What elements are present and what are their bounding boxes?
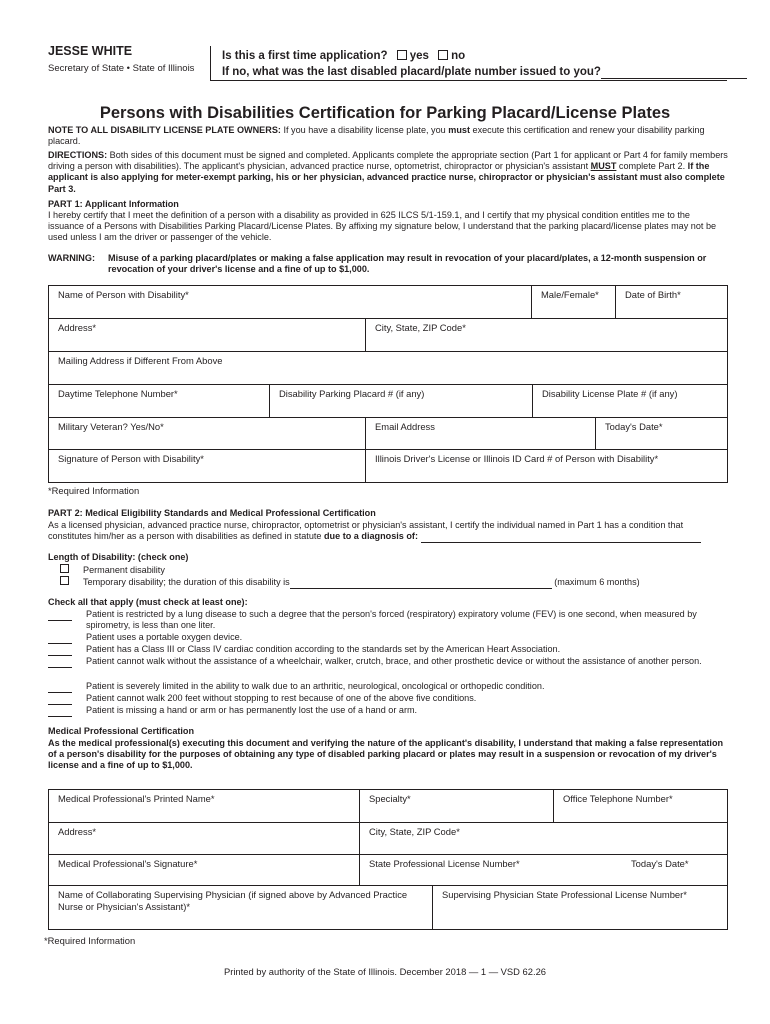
part1-heading: PART 1: Applicant Information — [48, 199, 179, 209]
diagnosis-label: due to a diagnosis of: — [324, 531, 418, 542]
footer: Printed by authority of the State of Illinois. December 2018 — 1 — VSD 62.26 — [223, 966, 547, 977]
address-field[interactable]: Address* — [49, 319, 366, 352]
city-state-zip-field[interactable]: City, State, ZIP Code* — [366, 319, 727, 352]
warning-text: Misuse of a parking placard/plates or making a false application may result in revocation of your placard/plates, a 12-month suspension or revocation of your driver's license and a fine of up to $1,000. — [108, 253, 707, 275]
condition-text: Patient is missing a hand or arm or has permanently lost the use of a hand or arm. — [86, 705, 418, 715]
mpc-text: As the medical professional(s) executing this document and verifying the nature of the applicant's disability, I understand that making a false representation of a person's disability for the purposes of obtaining any type of disabled parking placard or plates may result in a suspension or revocation of my driver's license and a fine of up to $1,000. — [48, 738, 724, 771]
name-field[interactable]: Name of Person with Disability* — [49, 286, 532, 319]
note-text: If you have a disability license plate, you — [280, 125, 449, 135]
condition-text: Patient is restricted by a lung disease to such a degree that the person's forced (respiratory) expiratory volume (FEV) is one second, when measured by spirometry, is less than one liter. — [86, 609, 697, 631]
first-time-question — [222, 50, 465, 62]
part2-certify-text: As a licensed physician, advanced practice nurse, chiropractor, optometrist or physician's assistant, I certify the individual named in Part 1 has a condition that constitutes him/her as a person with disabilities as defined in statute — [48, 520, 684, 542]
issuer-subtitle: Secretary of State • State of Illinois — [48, 63, 195, 74]
last-placard-question — [222, 66, 747, 79]
part2-text — [48, 520, 728, 543]
no-label: no — [451, 50, 466, 62]
condition-text: Patient is severely limited in the ability to walk due to an arthritic, neurological, oncological or orthopedic condition. — [86, 681, 545, 691]
permanent-label: Permanent disability — [83, 565, 165, 575]
placard-number-field[interactable]: Disability Parking Placard # (if any) — [270, 385, 533, 418]
directions-must: MUST — [590, 161, 617, 172]
supervising-license-field[interactable]: Supervising Physician State Professional License Number* — [442, 889, 687, 900]
directions-text: Both sides of this document must be signed and completed. Applicants complete the appropriate section (Part 1 for applicant or Part 4 for family members driving a person with disabilities). The applicant's physician, advanced practice nurse, optometrist, chiropractor or physician's assistant — [48, 150, 728, 172]
sex-field[interactable]: Male/Female* — [532, 286, 616, 319]
warning-label: WARNING: — [48, 253, 95, 263]
last-placard-field[interactable] — [601, 66, 747, 79]
condition-text: Patient cannot walk without the assistance of a wheelchair, walker, crutch, brace, and other prosthetic device or without the assistance of another person. — [86, 656, 702, 666]
permanent-checkbox[interactable] — [60, 564, 69, 573]
part2-required-note: *Required Information — [44, 935, 136, 946]
veteran-field[interactable]: Military Veteran? Yes/No* — [49, 418, 366, 450]
condition-blank[interactable] — [48, 609, 72, 621]
office-phone-field[interactable]: Office Telephone Number* — [554, 790, 727, 823]
check-all-heading: Check all that apply (must check at least one): — [48, 597, 248, 607]
state-license-field[interactable] — [360, 855, 727, 886]
state-license-label: State Professional License Number* — [369, 858, 520, 869]
mpc-heading: Medical Professional Certification — [48, 726, 195, 736]
issuer-name: JESSE WHITE — [48, 44, 133, 58]
directions-paragraph — [48, 150, 728, 195]
condition-blank[interactable] — [48, 632, 72, 644]
directions-bold: If the applicant is also applying for meter-exempt parking, his or her physician, advanced practice nurse, chiropractor or physician's assistant must also complete Part 3. — [48, 161, 725, 194]
condition-blank[interactable] — [48, 644, 72, 656]
mp-address-field[interactable]: Address* — [49, 823, 360, 855]
yes-checkbox[interactable] — [397, 50, 407, 60]
no-checkbox[interactable] — [438, 50, 448, 60]
mp-city-state-zip-field[interactable]: City, State, ZIP Code* — [360, 823, 727, 855]
printed-name-field[interactable]: Medical Professional's Printed Name* — [49, 790, 360, 823]
part1-text: I hereby certify that I meet the definition of a person with a disability as provided in 625 ILCS 5/1-159.1, and I certify that my physical condition entitles me to the issuance of a Persons with Disabilities Parking Placard/License Plates. By affixing my signature below, I understand that the parking placard/license plates may not be used unless I am the driver or passenger of the vehicle. — [48, 210, 717, 243]
directions-lead: DIRECTIONS: — [48, 150, 108, 160]
note-text-end: execute this certification and renew your disability parking placard. — [48, 125, 705, 147]
applicant-signature-field[interactable]: Signature of Person with Disability* — [49, 450, 366, 482]
duration-field[interactable] — [290, 577, 552, 589]
mp-todays-date-label: Today's Date* — [631, 858, 689, 869]
directions-text-2: complete Part 2. — [616, 161, 688, 172]
temporary-option — [60, 576, 740, 589]
note-paragraph — [48, 125, 728, 147]
mailing-address-field[interactable]: Mailing Address if Different From Above — [49, 352, 727, 385]
collaborating-physician-field[interactable]: Name of Collaborating Supervising Physician (if signed above by Advanced Practice Nurse or Physician's Assistant)* — [49, 886, 433, 929]
condition-blank[interactable] — [48, 693, 72, 705]
email-field[interactable]: Email Address — [366, 418, 596, 450]
mp-signature-field[interactable]: Medical Professional's Signature* — [49, 855, 360, 886]
note-lead: NOTE TO ALL DISABILITY LICENSE PLATE OWNERS: — [48, 125, 281, 135]
condition-text: Patient cannot walk 200 feet without stopping to rest because of one of the above five conditions. — [86, 693, 477, 703]
todays-date-field[interactable]: Today's Date* — [596, 418, 727, 450]
form-title: Persons with Disabilities Certification for Parking Placard/License Plates — [99, 104, 671, 122]
condition-blank[interactable] — [48, 705, 72, 717]
license-number-field[interactable]: Illinois Driver's License or Illinois ID Card # of Person with Disability* — [375, 453, 659, 464]
condition-text: Patient uses a portable oxygen device. — [86, 632, 243, 642]
dob-field[interactable]: Date of Birth* — [616, 286, 727, 319]
phone-field[interactable]: Daytime Telephone Number* — [49, 385, 270, 418]
condition-blank[interactable] — [48, 681, 72, 693]
diagnosis-field[interactable] — [421, 531, 701, 543]
plate-number-field[interactable]: Disability License Plate # (if any) — [533, 385, 727, 418]
specialty-field[interactable]: Specialty* — [360, 790, 554, 823]
yes-label: yes — [409, 50, 429, 62]
length-heading: Length of Disability: (check one) — [48, 552, 189, 562]
applicant-info-table — [48, 285, 728, 483]
medical-professional-table — [48, 789, 728, 930]
part2-heading: PART 2: Medical Eligibility Standards and Medical Professional Certification — [48, 508, 376, 518]
note-must: must — [448, 125, 470, 135]
permanent-option — [60, 564, 740, 576]
max-duration-label: (maximum 6 months) — [554, 577, 640, 587]
condition-text: Patient has a Class III or Class IV cardiac condition according to the standards set by the American Heart Association. — [86, 644, 561, 654]
first-time-label: Is this a first time application? — [222, 50, 388, 62]
condition-blank[interactable] — [48, 656, 72, 668]
temporary-label: Temporary disability; the duration of this disability is — [83, 577, 290, 587]
temporary-checkbox[interactable] — [60, 576, 69, 585]
last-placard-label: If no, what was the last disabled placard/plate number issued to you? — [222, 66, 601, 78]
part1-required-note: *Required Information — [48, 485, 140, 496]
